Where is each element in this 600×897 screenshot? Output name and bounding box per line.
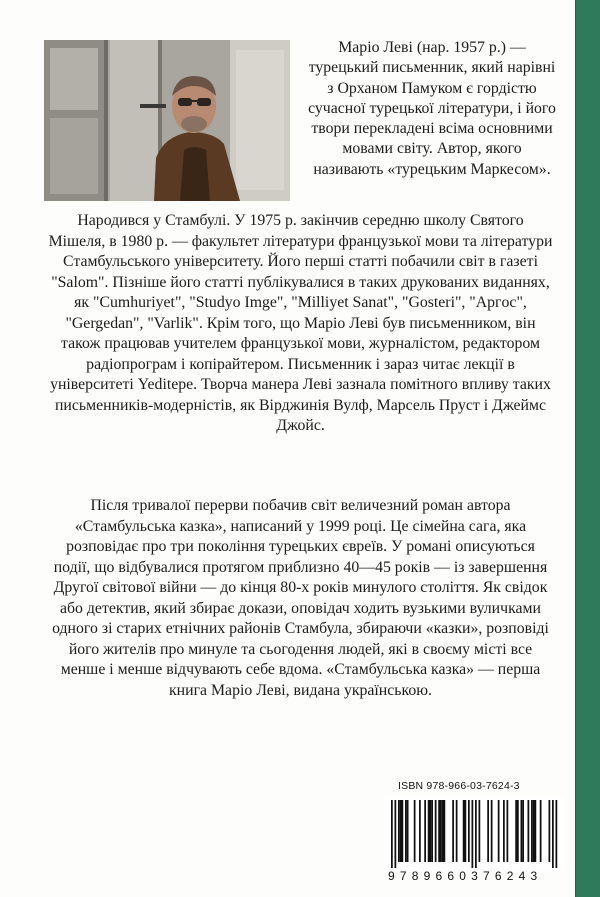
barcode-bar — [491, 800, 493, 862]
cover-spine-edge — [575, 0, 600, 897]
barcode-bar — [487, 800, 489, 862]
barcode-bar — [498, 800, 500, 862]
author-bio: Маріо Леві (нар. 1957 р.) — турецький письменник, який нарівні з Орханом Памуком є гордістю сучасної турецької літератури, і його твори перекладені всіма основними мовами світу. Автор, якого називають «турецьким Маркесом». — [308, 39, 556, 178]
barcode-bar — [442, 800, 444, 862]
barcode-bar — [428, 800, 430, 862]
isbn-label: ISBN 978-966-03-7624-3 — [398, 780, 520, 792]
barcode-bar — [507, 800, 509, 862]
barcode-bar — [521, 800, 523, 862]
barcode-bar — [405, 800, 407, 862]
barcode-bar — [533, 800, 535, 862]
barcode-bar — [556, 800, 558, 868]
barcode-bar — [531, 800, 533, 862]
barcode-bar — [465, 800, 467, 862]
barcode-bar — [431, 800, 433, 862]
barcode-bar — [522, 800, 524, 862]
barcode-bar — [452, 800, 454, 862]
barcode-bar — [456, 800, 458, 862]
barcode-bar — [414, 800, 416, 862]
barcode-bar — [468, 800, 470, 862]
barcode-digits: 9789660376243 — [388, 869, 543, 883]
barcode-bar — [435, 800, 437, 862]
barcode-bar — [515, 800, 517, 862]
barcode-bar — [407, 800, 409, 862]
barcode-bar — [503, 800, 505, 862]
barcode-bar — [463, 800, 465, 862]
biography-paragraph: Народився у Стамбулі. У 1975 р. закінчив середню школу Святого Мішеля, в 1980 р. — факультет літератури французької мови та літератури Стамбульського університету. Його перші статті побачили світ в газеті "Salom". Пізніше його статті публікувалися в таких друкованих виданнях, як "Cumhuriyet", "Studyo Imge", "Milliyet Sanat", "Gosteri", "Apгoc", "Gergedan", "Varlik". Крім того, що Маріо Леві був письменником, він також працював учителем французької мови, журналістом, редактором радіопрограм і копірайтером. Письменник і зараз читає лекції в університеті Yeditepe. Творча манера Леві зазнала помітного впливу таких письменників-модерністів, як Вірджинія Вулф, Марсель Пруст і Джеймс Джойс. — [48, 212, 553, 434]
author-photo — [44, 40, 290, 201]
barcode-bar — [517, 800, 519, 862]
barcode-bar — [430, 800, 432, 862]
barcode-bar — [438, 800, 440, 862]
barcode-bar — [402, 800, 404, 862]
barcode-bar — [440, 800, 442, 862]
novel-description-paragraph: Після тривалої перерви побачив світ величезний роман автора «Стамбульська казка», написаний у 1999 році. Це сімейна сага, яка розповідає про три покоління турецьких євреїв. У романі описуються події, що відбувалися протягом приблизно 40—45 років — із завершення Другої світової війни — до кінця 80-х років минулого століття. Як свідок або детектив, який збирає докази, оповідач ходить вузькими вуличками одного зі старих етнічних районів Стамбула, збираючи «казки», розповіді його жителів про минуле та сьогодення людей, які в своєму місті все менше і менше відчувають себе вдома. «Стамбульська казка» — перша книга Маріо Леві, видана українською. — [52, 497, 549, 699]
barcode-bar — [398, 800, 400, 862]
barcode-bar — [479, 800, 481, 862]
barcode-bar — [549, 800, 551, 862]
barcode-bar — [535, 800, 537, 862]
barcode — [385, 796, 563, 870]
barcode-bar — [400, 800, 402, 862]
barcode-bar — [552, 800, 554, 868]
barcode-bar — [419, 800, 421, 862]
barcode-bar — [391, 800, 393, 868]
barcode-bar — [395, 800, 397, 868]
barcode-bar — [540, 800, 542, 862]
barcode-bar — [475, 800, 477, 868]
barcode-bar — [424, 800, 426, 862]
barcode-bar — [528, 800, 530, 862]
barcode-bar — [444, 800, 446, 862]
barcode-bar — [472, 800, 474, 868]
